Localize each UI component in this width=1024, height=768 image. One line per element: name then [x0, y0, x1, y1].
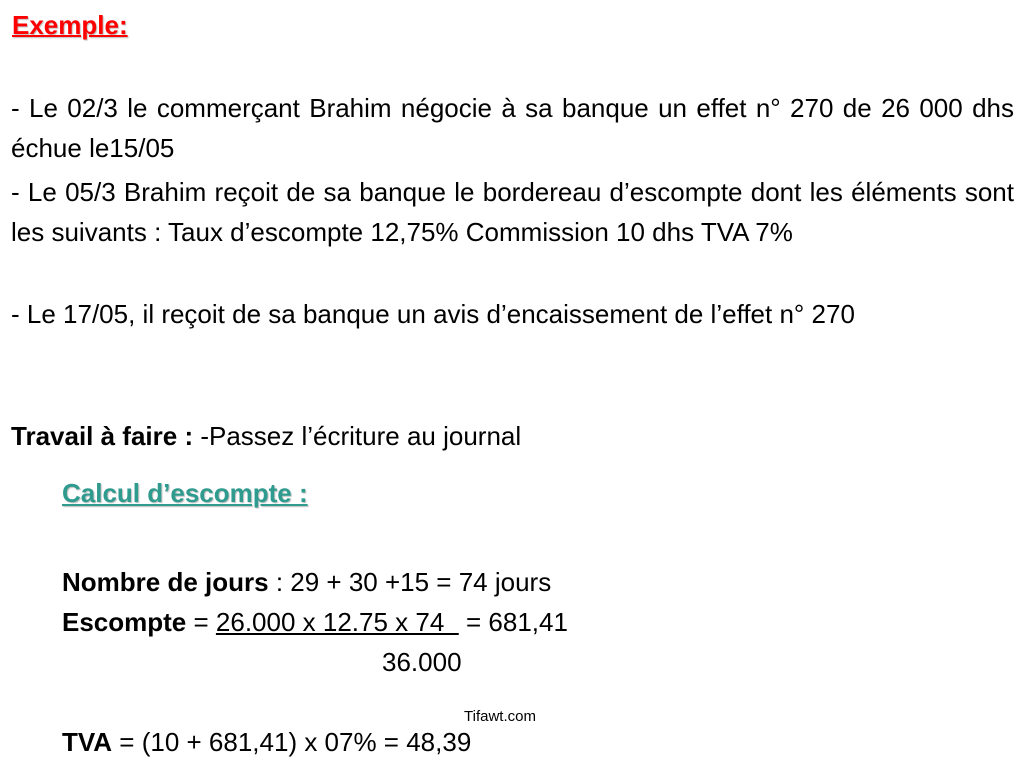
nombre-jours-label: Nombre de jours: [62, 567, 269, 597]
slide-title: Exemple:: [12, 10, 128, 40]
tva-line: [62, 722, 471, 762]
paragraph-bordereau: - Le 05/3 Brahim reçoit de sa banque le bordereau d’escompte dont les éléments sont les suivants : Taux d’escompte 12,75% Commission 10 dhs TVA 7%: [11, 177, 1014, 247]
paragraph-negociation: - Le 02/3 le commerçant Brahim négocie à sa banque un effet n° 270 de 26 000 dhs échue le15/05: [11, 93, 1014, 163]
escompte-label: Escompte: [62, 607, 187, 637]
travail-label: Travail à faire :: [11, 421, 194, 451]
nombre-jours-line: [62, 562, 551, 602]
escompte-result: = 681,41: [458, 607, 568, 637]
travail-text: -Passez l’écriture au journal: [193, 421, 522, 451]
escompte-line: [62, 602, 568, 642]
escompte-numerator: 26.000 x 12.75 x 74: [215, 607, 459, 637]
travail-a-faire: [11, 416, 521, 456]
paragraph-encaissement: - Le 17/05, il reçoit de sa banque un avis d’encaissement de l’effet n° 270: [11, 299, 855, 329]
calcul-title: Calcul d’escompte :: [62, 478, 308, 508]
credit-text: Tifawt.com: [464, 708, 536, 725]
tva-label: TVA: [62, 727, 113, 757]
tva-text: = (10 + 681,41) x 07% = 48,39: [112, 727, 472, 757]
escompte-equals: =: [186, 607, 216, 637]
nombre-jours-text: : 29 + 30 +15 = 74 jours: [268, 567, 552, 597]
escompte-denominator: 36.000: [382, 647, 462, 677]
